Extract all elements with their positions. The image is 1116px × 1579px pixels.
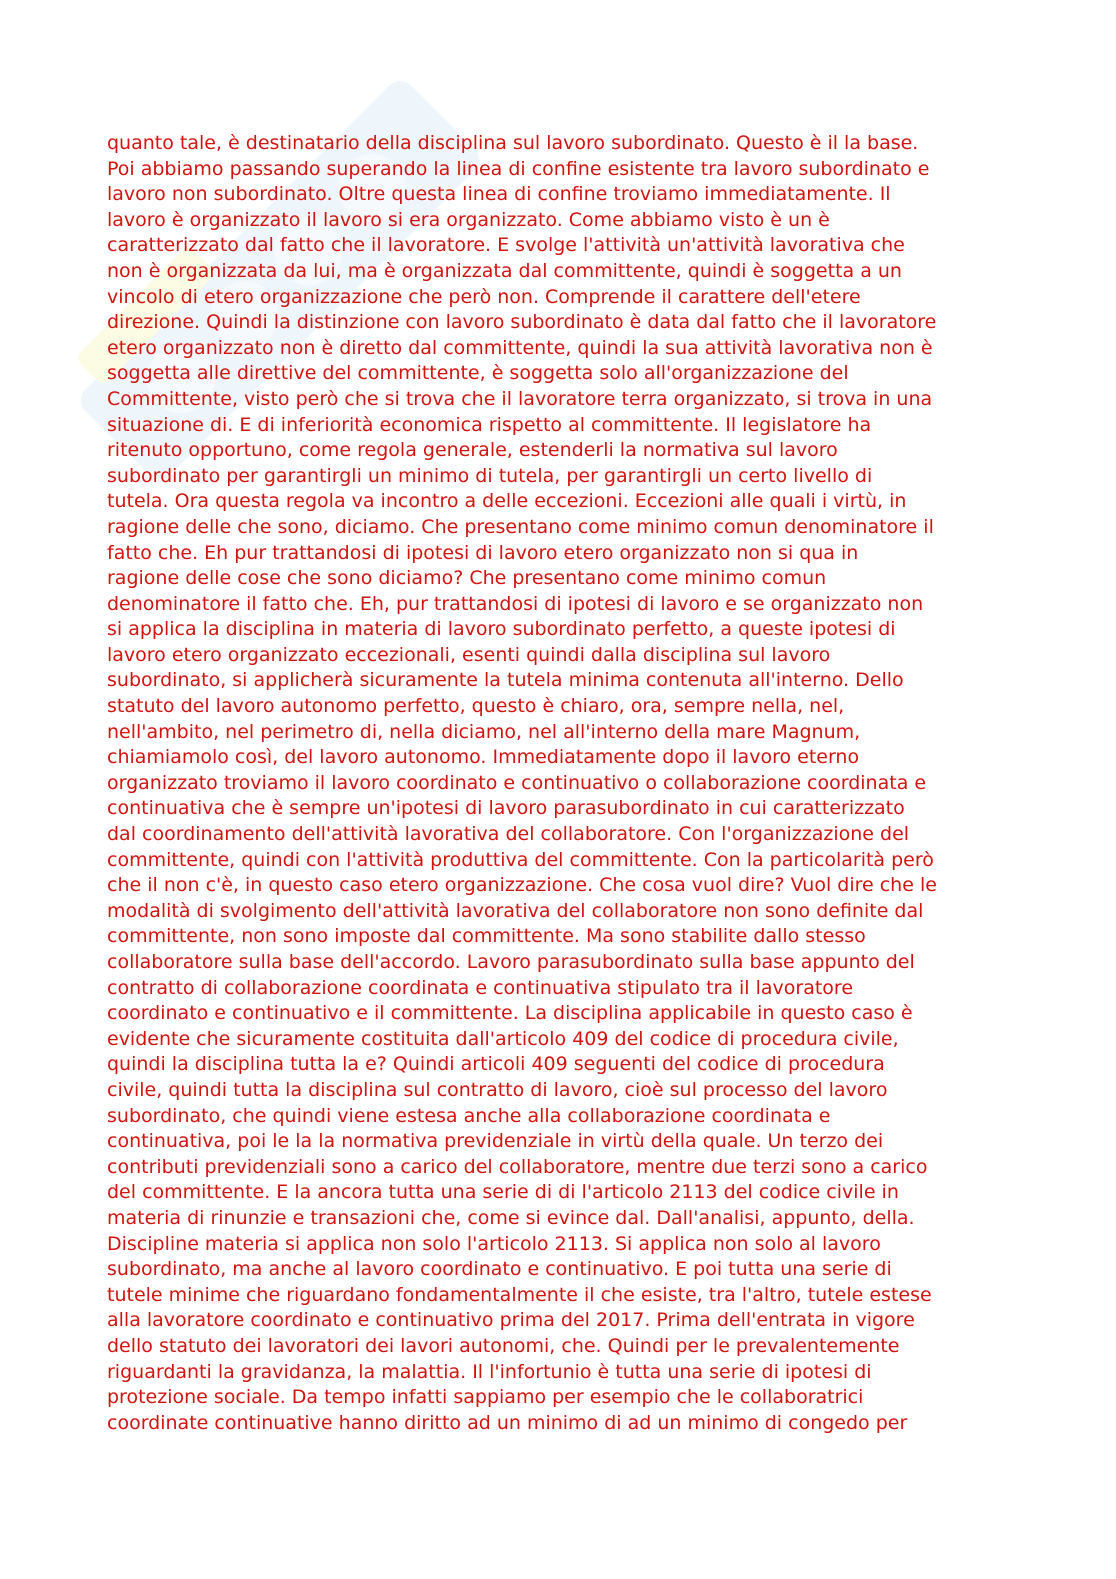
text-line: che il non c'è, in questo caso etero organizzazione. Che cosa vuol dire? Vuol dire che le — [107, 874, 937, 897]
text-line: alla lavoratore coordinato e continuativo prima del 2017. Prima dell'entrata in vigore — [107, 1309, 915, 1332]
text-line: ragione delle cose che sono diciamo? Che presentano come minimo comun — [107, 567, 827, 590]
text-line: si applica la disciplina in materia di lavoro subordinato perfetto, a queste ipotesi di — [107, 618, 896, 641]
text-line: caratterizzato dal fatto che il lavoratore. E svolge l'attività un'attività lavorativa che — [107, 234, 905, 257]
text-line: quindi la disciplina tutta la e? Quindi articoli 409 seguenti del codice di procedura — [107, 1053, 885, 1076]
text-line: coordinate continuative hanno diritto ad un minimo di ad un minimo di congedo per — [107, 1411, 908, 1434]
text-line: quanto tale, è destinatario della disciplina sul lavoro subordinato. Questo è il la base. — [107, 132, 919, 154]
text-line: riguardanti la gravidanza, la malattia. Il l'infortunio è tutta una serie di ipotesi di — [107, 1360, 872, 1383]
text-line: lavoro non subordinato. Oltre questa linea di confine troviamo immediatamente. Il — [107, 183, 891, 206]
text-line: situazione di. E di inferiorità economica rispetto al committente. Il legislatore ha — [107, 413, 872, 436]
text-line: nell'ambito, nel perimetro di, nella diciamo, nel all'interno della mare Magnum, — [107, 720, 861, 743]
text-line: etero organizzato non è diretto dal committente, quindi la sua attività lavorativa non è — [107, 336, 933, 359]
text-line: dello statuto dei lavoratori dei lavori autonomi, che. Quindi per le prevalentemente — [107, 1334, 900, 1357]
text-line: dal coordinamento dell'attività lavorativa del collaboratore. Con l'organizzazione del — [107, 823, 910, 846]
text-line: continuativa che è sempre un'ipotesi di lavoro parasubordinato in cui caratterizzato — [107, 797, 905, 820]
text-line: organizzato troviamo il lavoro coordinato e continuativo o collaborazione coordinata e — [107, 771, 927, 794]
text-line: contributi previdenziali sono a carico del collaboratore, mentre due terzi sono a carico — [107, 1155, 928, 1178]
text-line: tutele minime che riguardano fondamentalmente il che esiste, tra l'altro, tutele estese — [107, 1283, 932, 1306]
text-line: contratto di collaborazione coordinata e continuativa stipulato tra il lavoratore — [107, 976, 854, 999]
text-line: collaboratore sulla base dell'accordo. Lavoro parasubordinato sulla base appunto del — [107, 951, 915, 973]
text-line: denominatore il fatto che. Eh, pur trattandosi di ipotesi di lavoro e se organizzato non — [107, 592, 924, 615]
text-line: materia di rinunzie e transazioni che, come si evince dal. Dall'analisi, appunto, della. — [107, 1206, 915, 1229]
text-line: protezione sociale. Da tempo infatti sappiamo per esempio che le collaboratrici — [107, 1386, 864, 1409]
text-line: ragione delle che sono, diciamo. Che presentano come minimo comun denominatore il — [107, 515, 934, 538]
text-line: lavoro etero organizzato eccezionali, esenti quindi dalla disciplina sul lavoro — [107, 643, 831, 666]
text-line: Committente, visto però che si trova che il lavoratore terra organizzato, si trova in una — [107, 387, 933, 410]
text-line: direzione. Quindi la distinzione con lavoro subordinato è data dal fatto che il lavoratore — [107, 311, 937, 334]
text-line: subordinato, ma anche al lavoro coordinato e continuativo. E poi tutta una serie di — [107, 1258, 892, 1281]
text-line: committente, non sono imposte dal committente. Ma sono stabilite dallo stesso — [107, 925, 866, 948]
text-line: subordinato, si applicherà sicuramente la tutela minima contenuta all'interno. Dello — [107, 669, 904, 692]
text-line: modalità di svolgimento dell'attività lavorativa del collaboratore non sono definite dal — [107, 899, 924, 922]
text-line: subordinato, che quindi viene estesa anche alla collaborazione coordinata e — [107, 1104, 831, 1127]
text-line: tutela. Ora questa regola va incontro a delle eccezioni. Eccezioni alle quali i virtù, in — [107, 490, 907, 513]
text-line: del committente. E la ancora tutta una serie di di l'articolo 2113 del codice civile in — [107, 1181, 899, 1204]
text-line: soggetta alle direttive del committente, è soggetta solo all'organizzazione del — [107, 362, 849, 385]
text-line: Poi abbiamo passando superando la linea di confine esistente tra lavoro subordinato e — [107, 157, 930, 180]
text-line: fatto che. Eh pur trattandosi di ipotesi di lavoro etero organizzato non si qua in — [107, 541, 859, 564]
text-line: civile, quindi tutta la disciplina sul contratto di lavoro, cioè sul processo del lavoro — [107, 1078, 888, 1101]
text-line: committente, quindi con l'attività produttiva del committente. Con la particolarità però — [107, 848, 934, 871]
text-line: chiamiamolo così, del lavoro autonomo. Immediatamente dopo il lavoro eterno — [107, 746, 860, 769]
text-line: non è organizzata da lui, ma è organizzata dal committente, quindi è soggetta a un — [107, 259, 902, 282]
document-body-text — [107, 131, 1012, 1436]
text-line: continuativa, poi le la la normativa previdenziale in virtù della quale. Un terzo dei — [107, 1130, 884, 1153]
text-line: evidente che sicuramente costituita dall'articolo 409 del codice di procedura civile, — [107, 1027, 899, 1050]
text-line: subordinato per garantirgli un minimo di tutela, per garantirgli un certo livello di — [107, 464, 873, 487]
text-line: coordinato e continuativo e il committente. La disciplina applicabile in questo caso è — [107, 1002, 913, 1025]
text-line: lavoro è organizzato il lavoro si era organizzato. Come abbiamo visto è un è — [107, 208, 830, 231]
text-line: Discipline materia si applica non solo l'articolo 2113. Si applica non solo al lavoro — [107, 1232, 881, 1255]
text-line: ritenuto opportuno, come regola generale, estenderli la normativa sul lavoro — [107, 439, 838, 462]
text-line: vincolo di etero organizzazione che però non. Comprende il carattere dell'etere — [107, 285, 861, 308]
text-line: statuto del lavoro autonomo perfetto, questo è chiaro, ora, sempre nella, nel, — [107, 695, 845, 718]
